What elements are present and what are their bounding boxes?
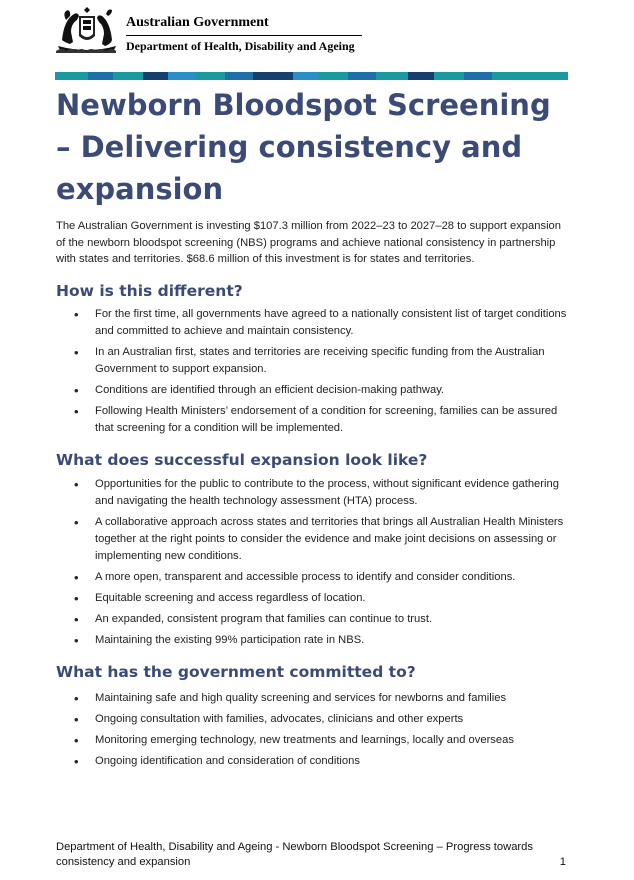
stripe-segment <box>408 72 434 80</box>
stripe-segment <box>348 72 376 80</box>
bullet-list <box>56 476 568 649</box>
list-item: • Maintaining safe and high quality screening and services for newborns and families <box>56 690 568 707</box>
stripe-segment <box>522 72 568 80</box>
section-heading: How is this different? <box>56 282 243 300</box>
stripe-segment <box>143 72 168 80</box>
stripe-segment <box>225 72 253 80</box>
list-item: • Maintaining the existing 99% participation rate in NBS. <box>56 632 568 649</box>
decorative-color-stripe <box>55 72 568 80</box>
stripe-segment <box>88 72 113 80</box>
list-item: • Monitoring emerging technology, new treatments and learnings, locally and overseas <box>56 732 568 749</box>
list-item: • Opportunities for the public to contribute to the process, without significant evidence gathering and navigating the health technology assessment (HTA) process. <box>56 476 568 510</box>
list-item: • An expanded, consistent program that families can continue to trust. <box>56 611 568 628</box>
stripe-segment <box>318 72 348 80</box>
coat-of-arms-icon <box>54 6 120 56</box>
stripe-segment <box>492 72 522 80</box>
header-divider <box>126 35 362 36</box>
government-header <box>54 6 384 58</box>
list-item: • In an Australian first, states and territories are receiving specific funding from the Australian Government to support expansion. <box>56 344 568 378</box>
list-item: • Equitable screening and access regardless of location. <box>56 590 568 607</box>
stripe-segment <box>168 72 195 80</box>
bullet-list <box>56 690 568 770</box>
page-number: 1 <box>559 855 566 868</box>
list-item: • Ongoing consultation with families, advocates, clinicians and other experts <box>56 711 568 728</box>
stripe-segment <box>376 72 408 80</box>
intro-paragraph: The Australian Government is investing $107.3 million from 2022–23 to 2027–28 to support expansion of the newborn bloodspot screening (NBS) programs and achieve national consistency in partnership with states and territories. $68.6 million of this investment is for states and territories. <box>56 220 561 266</box>
footer-text: Department of Health, Disability and Ageing - Newborn Bloodspot Screening – Progress towards consistency and expansion <box>56 841 533 868</box>
list-item: • For the first time, all governments have agreed to a nationally consistent list of target conditions and committed to achieve and maintain consistency. <box>56 306 568 340</box>
stripe-segment <box>434 72 464 80</box>
list-item: • Following Health Ministers’ endorsement of a condition for screening, families can be assured that screening for a condition will be implemented. <box>56 403 568 437</box>
stripe-segment <box>253 72 293 80</box>
section-heading: What does successful expansion look like? <box>56 451 428 469</box>
stripe-segment <box>195 72 225 80</box>
list-item: • Conditions are identified through an efficient decision-making pathway. <box>56 382 568 399</box>
list-item: • A collaborative approach across states and territories that brings all Australian Health Ministers together at the right points to consider the evidence and make joint decisions on assessing or implementing new conditions. <box>56 514 568 565</box>
stripe-segment <box>113 72 143 80</box>
stripe-segment <box>55 72 88 80</box>
list-item: • Ongoing identification and consideration of conditions <box>56 753 568 770</box>
page-title: Newborn Bloodspot Screening – Delivering consistency and expansion <box>56 88 551 206</box>
stripe-segment <box>464 72 492 80</box>
government-name: Australian Government <box>126 15 269 30</box>
department-name: Department of Health, Disability and Ageing <box>126 39 355 53</box>
page-footer <box>56 840 568 869</box>
section-heading: What has the government committed to? <box>56 663 416 681</box>
bullet-list <box>56 306 568 437</box>
stripe-segment <box>293 72 318 80</box>
list-item: • A more open, transparent and accessible process to identify and consider conditions. <box>56 569 568 586</box>
